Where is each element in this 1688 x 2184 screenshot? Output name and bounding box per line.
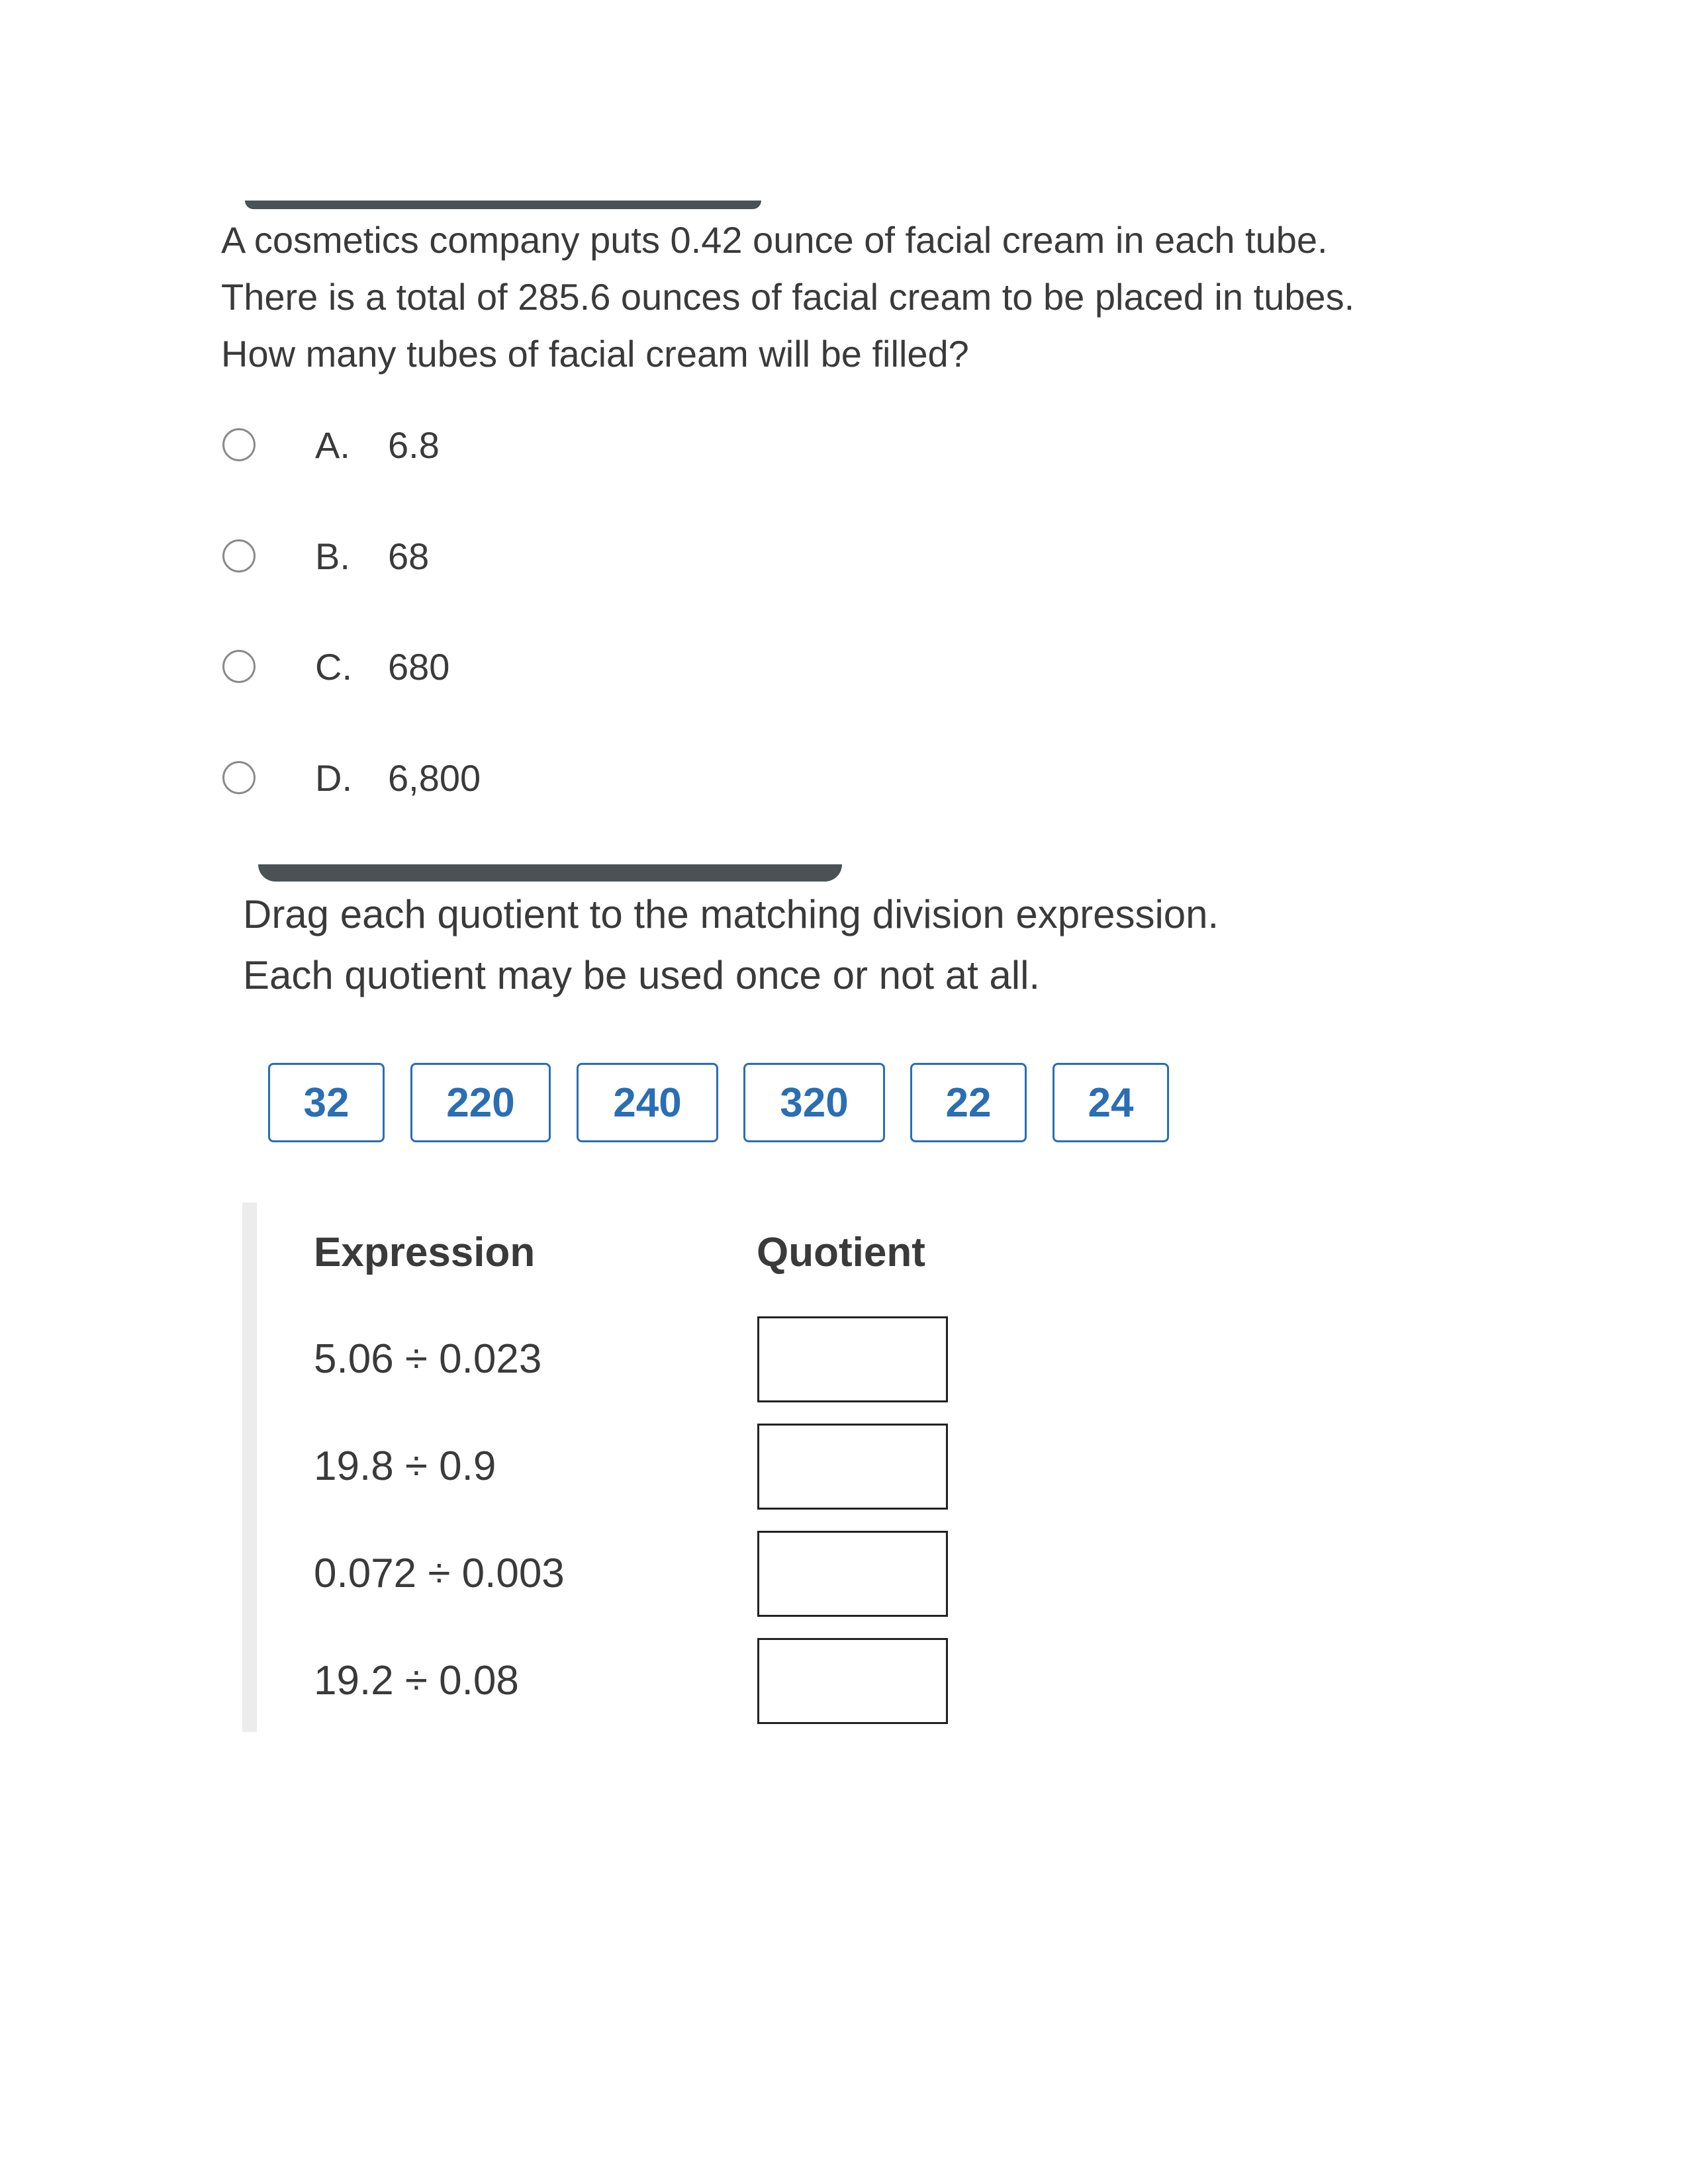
option-letter: A.: [315, 424, 350, 466]
question-2-line: Each quotient may be used once or not at all.: [243, 953, 1041, 997]
question-2-prompt: [243, 884, 1567, 1006]
quotient-drop-zone[interactable]: [757, 1316, 948, 1402]
quotient-tile[interactable]: 22: [910, 1063, 1027, 1142]
quotient-tile[interactable]: 24: [1053, 1063, 1169, 1142]
option-value: 6,800: [388, 756, 481, 799]
quotient-tile[interactable]: 220: [410, 1063, 551, 1142]
answer-option-a[interactable]: [222, 418, 440, 471]
option-value: 680: [388, 645, 450, 688]
radio-button-c[interactable]: [222, 650, 256, 683]
radio-button-d[interactable]: [222, 761, 256, 794]
quotient-drop-zone[interactable]: [757, 1638, 948, 1724]
section-divider-bar: [245, 201, 761, 209]
radio-button-a[interactable]: [222, 428, 256, 461]
quotient-tile[interactable]: 320: [743, 1063, 885, 1142]
quotient-drop-zone[interactable]: [757, 1531, 948, 1617]
question-2-line: Drag each quotient to the matching division expression.: [243, 892, 1219, 936]
option-letter: C.: [315, 645, 352, 688]
matching-table: [242, 1203, 1103, 1732]
table-left-rule: [242, 1203, 257, 1732]
option-value: 6.8: [388, 424, 440, 466]
division-expression: 5.06 ÷ 0.023: [314, 1336, 542, 1382]
division-expression: 19.8 ÷ 0.9: [314, 1443, 496, 1489]
quotient-tile[interactable]: 32: [268, 1063, 385, 1142]
question-1-line: How many tubes of facial cream will be filled?: [221, 333, 969, 375]
quotient-drop-zone[interactable]: [757, 1424, 948, 1510]
division-expression: 0.072 ÷ 0.003: [314, 1551, 565, 1596]
quotient-tile[interactable]: 240: [577, 1063, 718, 1142]
option-letter: D.: [315, 756, 352, 799]
question-1-prompt: [221, 212, 1545, 383]
answer-option-d[interactable]: [222, 751, 481, 804]
answer-option-c[interactable]: [222, 640, 450, 693]
quotient-column-header: Quotient: [757, 1230, 925, 1275]
option-value: 68: [388, 535, 430, 577]
answer-option-b[interactable]: [222, 529, 430, 582]
expression-column-header: Expression: [314, 1230, 536, 1275]
question-1-line: A cosmetics company puts 0.42 ounce of facial cream in each tube.: [221, 219, 1328, 261]
radio-button-b[interactable]: [222, 539, 256, 572]
option-letter: B.: [315, 535, 350, 577]
division-expression: 19.2 ÷ 0.08: [314, 1658, 519, 1704]
question-1-line: There is a total of 285.6 ounces of facial cream to be placed in tubes.: [221, 276, 1355, 318]
section-divider-bar: [258, 864, 842, 882]
